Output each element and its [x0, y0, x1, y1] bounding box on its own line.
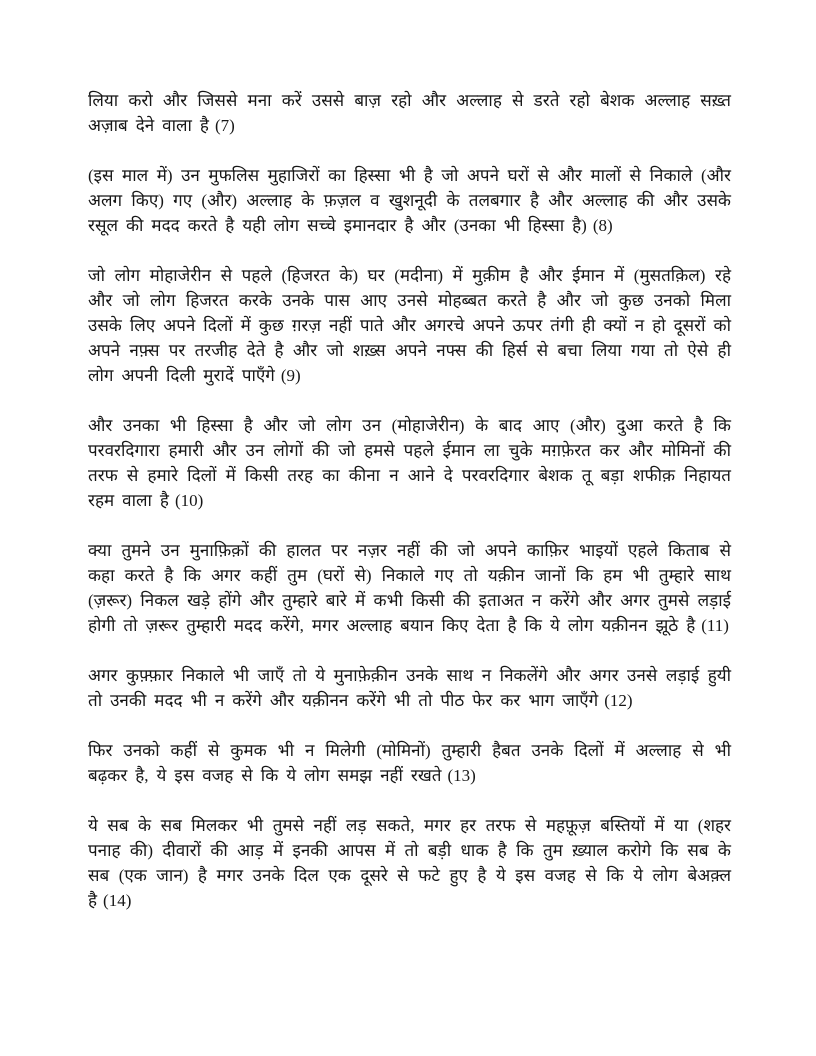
verse-number: (13) — [447, 766, 476, 785]
verse-text: क्या तुमने उन मुनाफ़िक़ों की हालत पर नज़र नहीं की जो अपने काफ़िर भाइयों एहले किताब से कहा करते है कि अगर कहीं तुम (घरों से) निकाले गए तो यक़ीन जानों कि हम भी तुम्हारे साथ (ज़रूर) निकल खड़े होंगे और तुम्हारे बारे में कभी किसी की इताअत न करेंगे और अगर तुमसे लड़ाई होगी तो ज़रूर तुम्हारी मदद करेंगे, मगर अल्लाह बयान किए देता है कि ये लोग यक़ीनन झूठे है — [88, 541, 731, 635]
verse-text: और उनका भी हिस्सा है और जो लोग उन (मोहाजेरीन) के बाद आए (और) दुआ करते है कि परवरदिगारा हमारी और उन लोगों की जो हमसे पहले ईमान ला चुके मग़फ़ेरत कर और मोमिनों की तरफ से हमारे दिलों में किसी तरह का कीना न आने दे परवरदिगार बेशक तू बड़ा शफीक़ निहायत रहम वाला है — [88, 416, 731, 510]
verse-number: (9) — [280, 366, 301, 385]
verse-number: (11) — [701, 616, 729, 635]
verse-number: (7) — [214, 116, 235, 135]
verse-paragraph-13 — [88, 738, 731, 788]
verse-paragraph-9 — [88, 263, 731, 388]
verse-paragraph-11 — [88, 538, 731, 638]
verse-number: (14) — [103, 891, 132, 910]
verse-text: लिया करो और जिससे मना करें उससे बाज़ रहो और अल्लाह से डरते रहो बेशक अल्लाह सख़्त अज़ाब देने वाला है — [88, 91, 731, 135]
verse-paragraph-14 — [88, 813, 731, 913]
verse-text: अगर कुफ़्फ़ार निकाले भी जाएँ तो ये मुनाफ़ेक़ीन उनके साथ न निकलेंगे और अगर उनसे लड़ाई हुयी तो उनकी मदद भी न करेंगे और यक़ीनन करेंगे भी तो पीठ फेर कर भाग जाएँगे — [88, 666, 731, 710]
verse-number: (8) — [592, 216, 613, 235]
verse-text: जो लोग मोहाजेरीन से पहले (हिजरत के) घर (मदीना) में मुक़ीम है और ईमान में (मुसतक़िल) रहे और जो लोग हिजरत करके उनके पास आए उनसे मोहब्बत करते है और जो कुछ उनको मिला उसके लिए अपने दिलों में कुछ ग़रज़ नहीं पाते और अगरचे अपने ऊपर तंगी ही क्यों न हो दूसरों को अपने नफ़्स पर तरजीह देते है और जो शख़्स अपने नफ्स की हिर्स से बचा लिया गया तो ऐसे ही लोग अपनी दिली मुरादें पाएँगे — [88, 266, 731, 385]
verse-paragraph-8 — [88, 163, 731, 238]
verse-text: (इस माल में) उन मुफलिस मुहाजिरों का हिस्सा भी है जो अपने घरों से और मालों से निकाले (और अलग किए) गए (और) अल्लाह के फ़ज़ल व खुशनूदी के तलबगार है और अल्लाह की और उसके रसूल की मदद करते है यही लोग सच्चे इमानदार है और (उनका भी हिस्सा है) — [88, 166, 731, 235]
verse-paragraph-10 — [88, 413, 731, 513]
verse-number: (10) — [174, 491, 204, 510]
verse-paragraph-7 — [88, 88, 731, 138]
verse-text: ये सब के सब मिलकर भी तुमसे नहीं लड़ सकते, मगर हर तरफ से महफ़ूज़ बस्तियों में या (शहर पनाह की) दीवारों की आड़ में इनकी आपस में तो बड़ी धाक है कि तुम ख़्याल करोगे कि सब के सब (एक जान) है मगर उनके दिल एक दूसरे से फटे हुए है ये इस वजह से कि ये लोग बेअक़्ल है — [88, 816, 731, 910]
verse-number: (12) — [604, 691, 633, 710]
verse-text: फिर उनको कहीं से कुमक भी न मिलेगी (मोमिनों) तुम्हारी हैबत उनके दिलों में अल्लाह से भी बढ़कर है, ये इस वजह से कि ये लोग समझ नहीं रखते — [88, 741, 731, 785]
verse-paragraph-12 — [88, 663, 731, 713]
